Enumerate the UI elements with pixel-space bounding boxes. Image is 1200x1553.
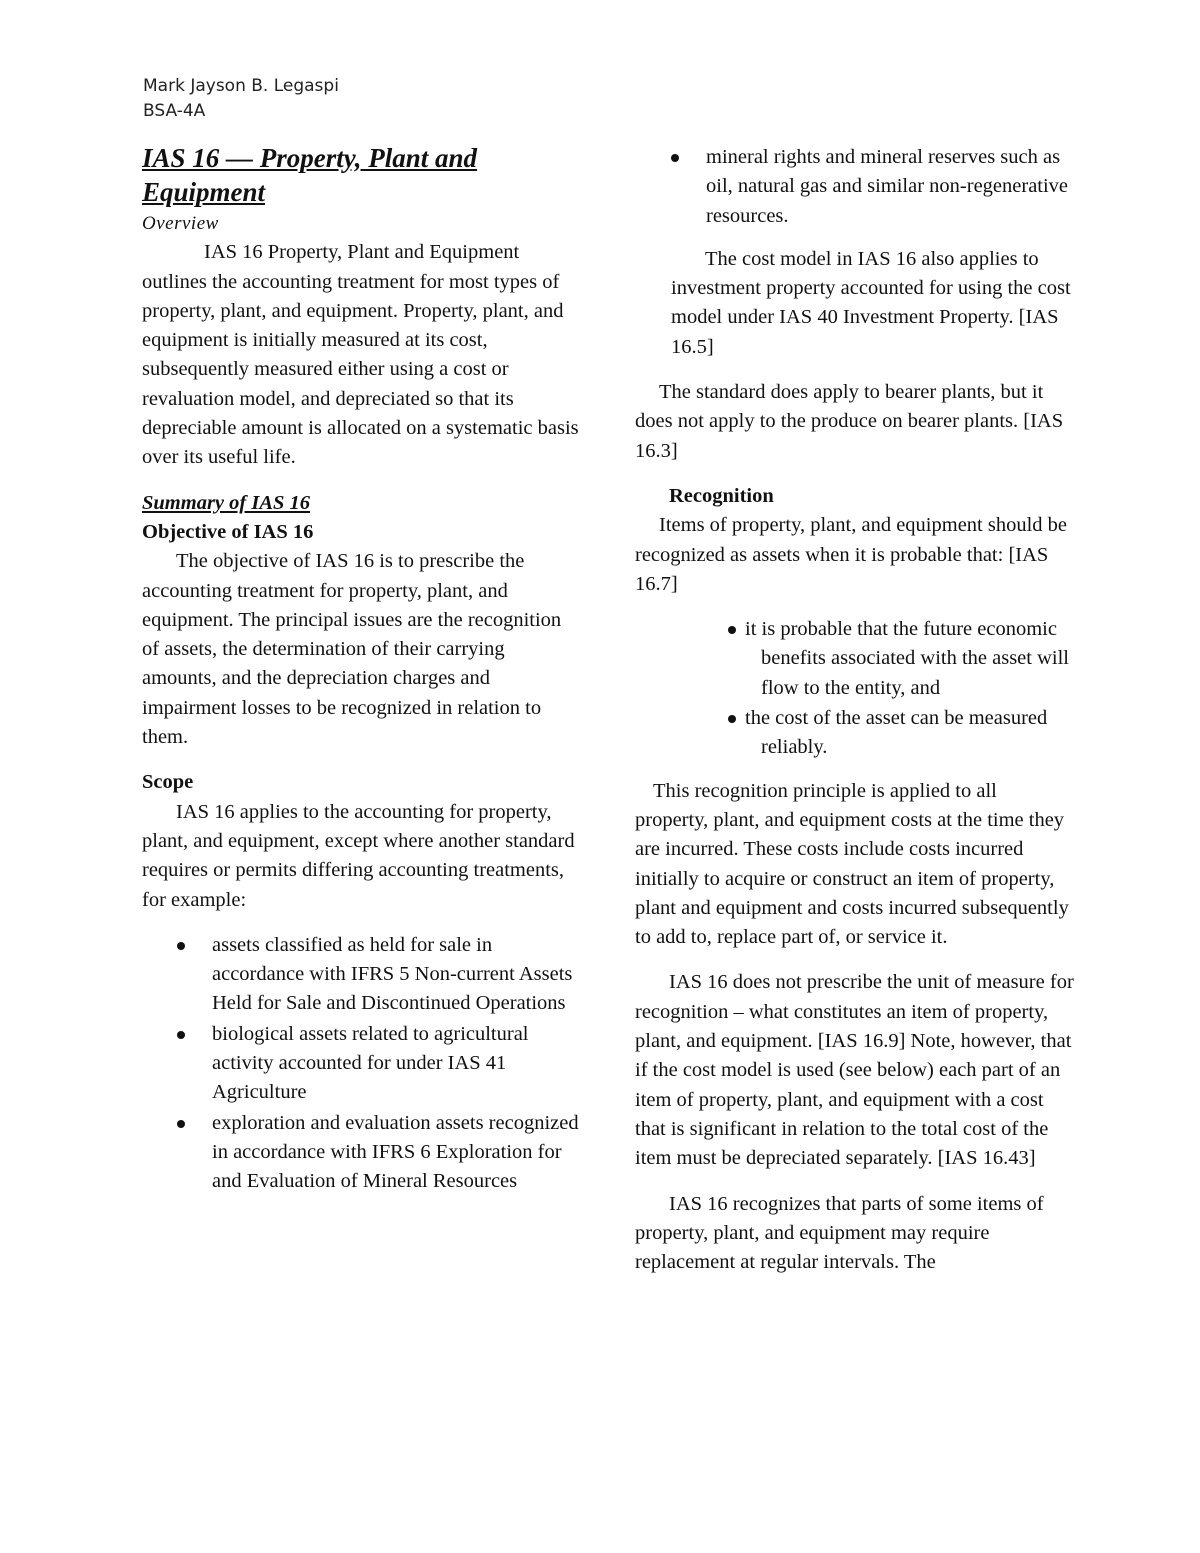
right-column xyxy=(635,143,1075,1293)
objective-heading: Objective of IAS 16 xyxy=(142,520,314,543)
bullet-icon xyxy=(177,1120,185,1128)
bullet-icon xyxy=(728,715,736,723)
objective-text: The objective of IAS 16 is to prescribe the accounting treatment for property, plant, and equipment. The principal issues are the recognition of assets, the determination of their carrying amounts, and the depreciation charges and impairment losses to be recognized in relation to them. xyxy=(142,550,562,749)
bullet-icon xyxy=(728,626,736,634)
summary-heading: Summary of IAS 16 xyxy=(142,491,311,514)
unit-of-measure-text: IAS 16 does not prescribe the unit of measure for recognition – what constitutes an item of property, plant, and equipment. [IAS 16.9] Note, however, that if the cost model is used (see below) each part of an item of property, plant, and equipment with a cost that is significant in relation to the total cost of the item must be depreciated separately. [IAS 16.43] xyxy=(635,971,1074,1170)
recognition-criteria-list xyxy=(635,615,1075,762)
bearer-plants-text: The standard does apply to bearer plants, but it does not apply to the produce on bearer plants. [IAS 16.3] xyxy=(635,381,1064,462)
bullet-icon xyxy=(177,942,185,950)
cost-model-text: The cost model in IAS 16 also applies to investment property accounted for using the cost model under IAS 40 Investment Property. [IAS 16.5] xyxy=(671,247,1071,358)
document-title: IAS 16 — Property, Plant and Equipment xyxy=(142,143,478,207)
overview-heading: Overview xyxy=(142,213,219,234)
scope-exclusions-list-continued xyxy=(635,143,1075,231)
scope-heading: Scope xyxy=(142,771,194,794)
left-column xyxy=(142,141,582,1198)
bullet-icon xyxy=(177,1031,185,1039)
list-item-text: exploration and evaluation assets recognized in accordance with IFRS 6 Exploration for and Evaluation of Mineral Resources xyxy=(212,1111,579,1193)
list-item xyxy=(142,931,582,1019)
author-section: BSA-4A xyxy=(143,101,206,121)
list-item xyxy=(635,704,1075,763)
author-header xyxy=(143,74,339,124)
list-item xyxy=(635,615,1075,703)
scope-text: IAS 16 applies to the accounting for property, plant, and equipment, except where another standard requires or permits differing accounting treatments, for example: xyxy=(142,800,575,911)
list-item xyxy=(142,1020,582,1108)
recognition-principle-text: This recognition principle is applied to all property, plant, and equipment costs at the time they are incurred. These costs include costs incurred initially to acquire or construct an item of property, plant and equipment and costs incurred subsequently to add to, replace part of, or service it. xyxy=(635,779,1069,949)
recognition-intro: Items of property, plant, and equipment should be recognized as assets when it is probable that: [IAS 16.7] xyxy=(635,514,1068,595)
list-item-text: assets classified as held for sale in accordance with IFRS 5 Non-current Assets Held for Sale and Discontinued Operations xyxy=(212,933,573,1015)
list-item xyxy=(635,143,1075,231)
list-item-text: the cost of the asset can be measured reliably. xyxy=(745,707,1048,759)
replacement-parts-text: IAS 16 recognizes that parts of some items of property, plant, and equipment may require replacement at regular intervals. The xyxy=(635,1192,1044,1274)
list-item-text: mineral rights and mineral reserves such as oil, natural gas and similar non-regenerative resources. xyxy=(706,146,1069,227)
list-item xyxy=(142,1109,582,1197)
list-item-text: it is probable that the future economic benefits associated with the asset will flow to the entity, and xyxy=(745,618,1069,699)
author-name: Mark Jayson B. Legaspi xyxy=(143,76,339,96)
recognition-heading: Recognition xyxy=(669,484,774,507)
bullet-icon xyxy=(671,154,679,162)
overview-text: IAS 16 Property, Plant and Equipment outlines the accounting treatment for most types of property, plant, and equipment. Property, plant, and equipment is initially measured at its cost, subsequently measured either using a cost or revaluation model, and depreciated so that its depreciable amount is allocated on a systematic basis over its useful life. xyxy=(142,241,579,469)
list-item-text: biological assets related to agricultural activity accounted for under IAS 41 Agriculture xyxy=(212,1022,529,1104)
scope-exclusions-list xyxy=(142,931,582,1197)
